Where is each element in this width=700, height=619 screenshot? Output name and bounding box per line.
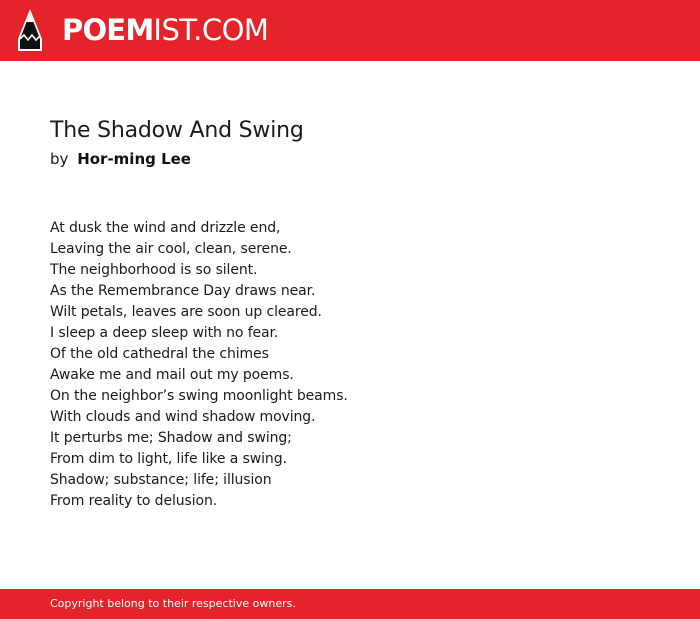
poem-line: I sleep a deep sleep with no fear. — [50, 325, 279, 341]
poem-line: Of the old cathedral the chimes — [50, 346, 269, 362]
author-link[interactable]: Hor-ming Lee — [77, 150, 191, 168]
copyright-text: Copyright belong to their respective owners. — [50, 597, 296, 610]
pencil-tip-icon — [18, 9, 42, 51]
poem-line: From reality to delusion. — [50, 493, 218, 509]
poem-line: Leaving the air cool, clean, serene. — [50, 241, 292, 257]
poem-line: The neighborhood is so silent. — [50, 262, 258, 278]
poem-line: With clouds and wind shadow moving. — [50, 409, 316, 425]
poem-line: It perturbs me; Shadow and swing; — [50, 430, 292, 446]
site-footer — [0, 589, 700, 619]
poem-line: On the neighbor’s swing moonlight beams. — [50, 388, 348, 404]
poem-line: At dusk the wind and drizzle end, — [50, 220, 281, 236]
logo-text — [62, 15, 268, 45]
byline-prefix: by — [50, 150, 69, 168]
poem-line: Wilt petals, leaves are soon up cleared. — [50, 304, 322, 320]
poem-body — [50, 218, 650, 512]
poem-line: From dim to light, life like a swing. — [50, 451, 287, 467]
poem-line: As the Remembrance Day draws near. — [50, 283, 316, 299]
logo-text-light: IST.COM — [153, 13, 269, 47]
poem-line: Shadow; substance; life; illusion — [50, 472, 272, 488]
poem-line: Awake me and mail out my poems. — [50, 367, 294, 383]
logo-text-strong: POEM — [62, 13, 154, 47]
poem-title: The Shadow And Swing — [50, 118, 304, 143]
byline — [50, 148, 191, 170]
site-header — [0, 0, 700, 61]
